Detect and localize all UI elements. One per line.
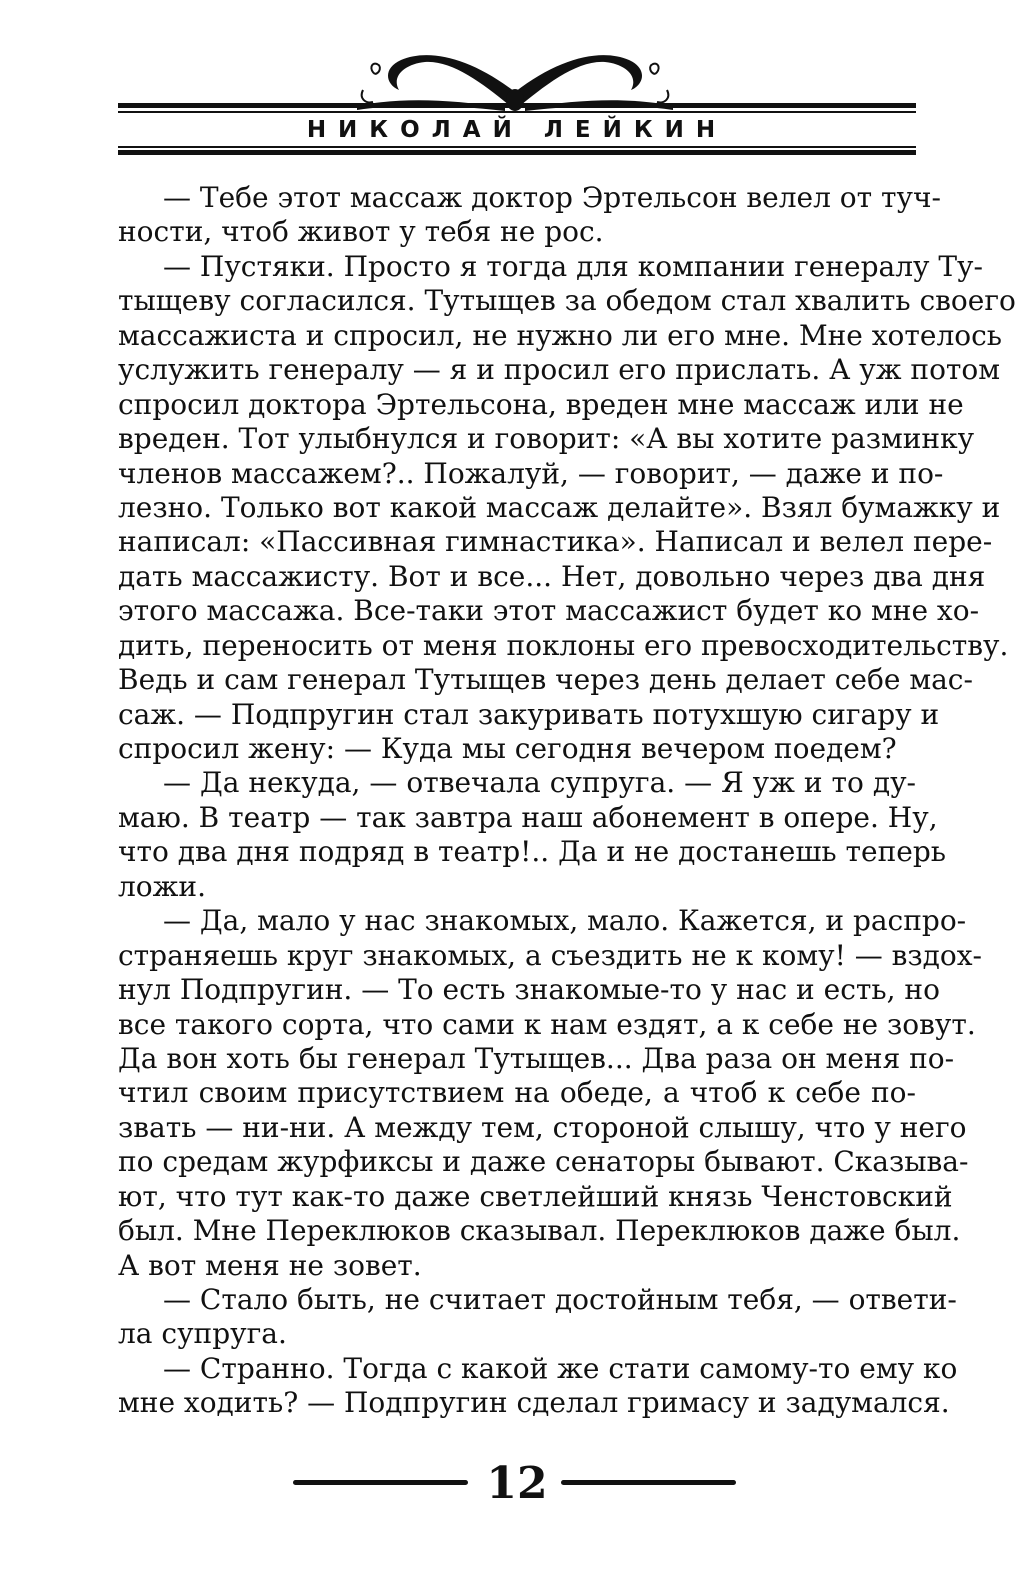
text-line: этого массажа. Все-таки этот массажист будет ко мне хо- xyxy=(118,594,980,628)
text-line: ла супруга. xyxy=(118,1317,287,1351)
header-rule-top-thin xyxy=(118,111,916,113)
header-rule-bottom-thin xyxy=(118,146,916,148)
text-line: ложи. xyxy=(118,869,206,903)
text-line: дить, переносить от меня поклоны его превосходительству. xyxy=(118,628,1009,662)
header-rule-bottom-thick xyxy=(118,150,916,155)
text-line: маю. В театр — так завтра наш абонемент в опере. Ну, xyxy=(118,800,938,834)
text-line: дать массажисту. Вот и все... Нет, довольно через два дня xyxy=(118,559,986,593)
text-line: все такого сорта, что сами к нам ездят, а к себе не зовут. xyxy=(118,1007,976,1041)
text-line: А вот меня не зовет. xyxy=(118,1248,422,1282)
text-line: тыщеву согласился. Тутыщев за обедом стал хвалить своего xyxy=(118,284,1016,318)
text-line: — Пустяки. Просто я тогда для компании генералу Ту- xyxy=(163,249,983,283)
text-line: что два дня подряд в театр!.. Да и не достанешь теперь xyxy=(118,835,946,869)
text-line: по средам журфиксы и даже сенаторы бывают. Сказыва- xyxy=(118,1145,969,1179)
page-number: 12 xyxy=(486,1458,548,1509)
text-line: Ведь и сам генерал Тутыщев через день делает себе мас- xyxy=(118,663,973,697)
text-line: членов массажем?.. Пожалуй, — говорит, — даже и по- xyxy=(118,456,944,490)
text-line: — Стало быть, не считает достойным тебя, — ответи- xyxy=(163,1283,957,1316)
text-line: — Странно. Тогда с какой же стати самому-то ему ко xyxy=(163,1351,958,1385)
text-line: звать — ни-ни. А между тем, стороной слышу, что у него xyxy=(118,1110,967,1144)
text-line: Да вон хоть бы генерал Тутыщев... Два раза он меня по- xyxy=(118,1041,955,1075)
text-line: написал: «Пассивная гимнастика». Написал и велел пере- xyxy=(118,525,993,559)
text-line: вреден. Тот улыбнулся и говорит: «А вы хотите разминку xyxy=(118,422,975,456)
text-line: ют, что тут как-то даже светлейший князь Ченстовский xyxy=(118,1179,953,1213)
text-line: лезно. Только вот какой массаж делайте». Взял бумажку и xyxy=(118,490,1001,524)
text-line: спросил доктора Эртельсона, вреден мне массаж или не xyxy=(118,387,964,421)
page-footer xyxy=(283,1452,743,1516)
text-line: страняешь круг знакомых, а съездить не к кому! — вздох- xyxy=(118,938,983,972)
text-line: ности, чтоб живот у тебя не рос. xyxy=(118,215,604,249)
text-line: — Тебе этот массаж доктор Эртельсон велел от туч- xyxy=(163,181,941,214)
body-text xyxy=(118,181,1016,1421)
text-line: массажиста и спросил, не нужно ли его мне. Мне хотелось xyxy=(118,318,1003,352)
text-line: услужить генералу — я и просил его прислать. А уж потом xyxy=(118,353,1001,387)
header-ornament xyxy=(355,40,675,112)
text-line: саж. — Подпругин стал закуривать потухшую сигару и xyxy=(118,697,940,731)
text-line: нул Подпругин. — То есть знакомые-то у нас и есть, но xyxy=(118,973,940,1007)
text-line: — Да некуда, — отвечала супруга. — Я уж и то ду- xyxy=(163,766,916,800)
footer-rule-right xyxy=(561,1480,736,1485)
running-header-author: НИКОЛАЙ ЛЕЙКИН xyxy=(306,117,728,143)
text-line: был. Мне Переклюков сказывал. Переклюков даже был. xyxy=(118,1214,961,1248)
text-line: чтил своим присутствием на обеде, а чтоб к себе по- xyxy=(118,1076,916,1110)
text-line: спросил жену: — Куда мы сегодня вечером поедем? xyxy=(118,732,897,765)
text-line: — Да, мало у нас знакомых, мало. Кажется, и распро- xyxy=(163,904,967,938)
text-line: мне ходить? — Подпругин сделал гримасу и задумался. xyxy=(118,1386,950,1420)
header-rule-top-thick xyxy=(118,103,916,108)
footer-rule-left xyxy=(293,1480,468,1485)
